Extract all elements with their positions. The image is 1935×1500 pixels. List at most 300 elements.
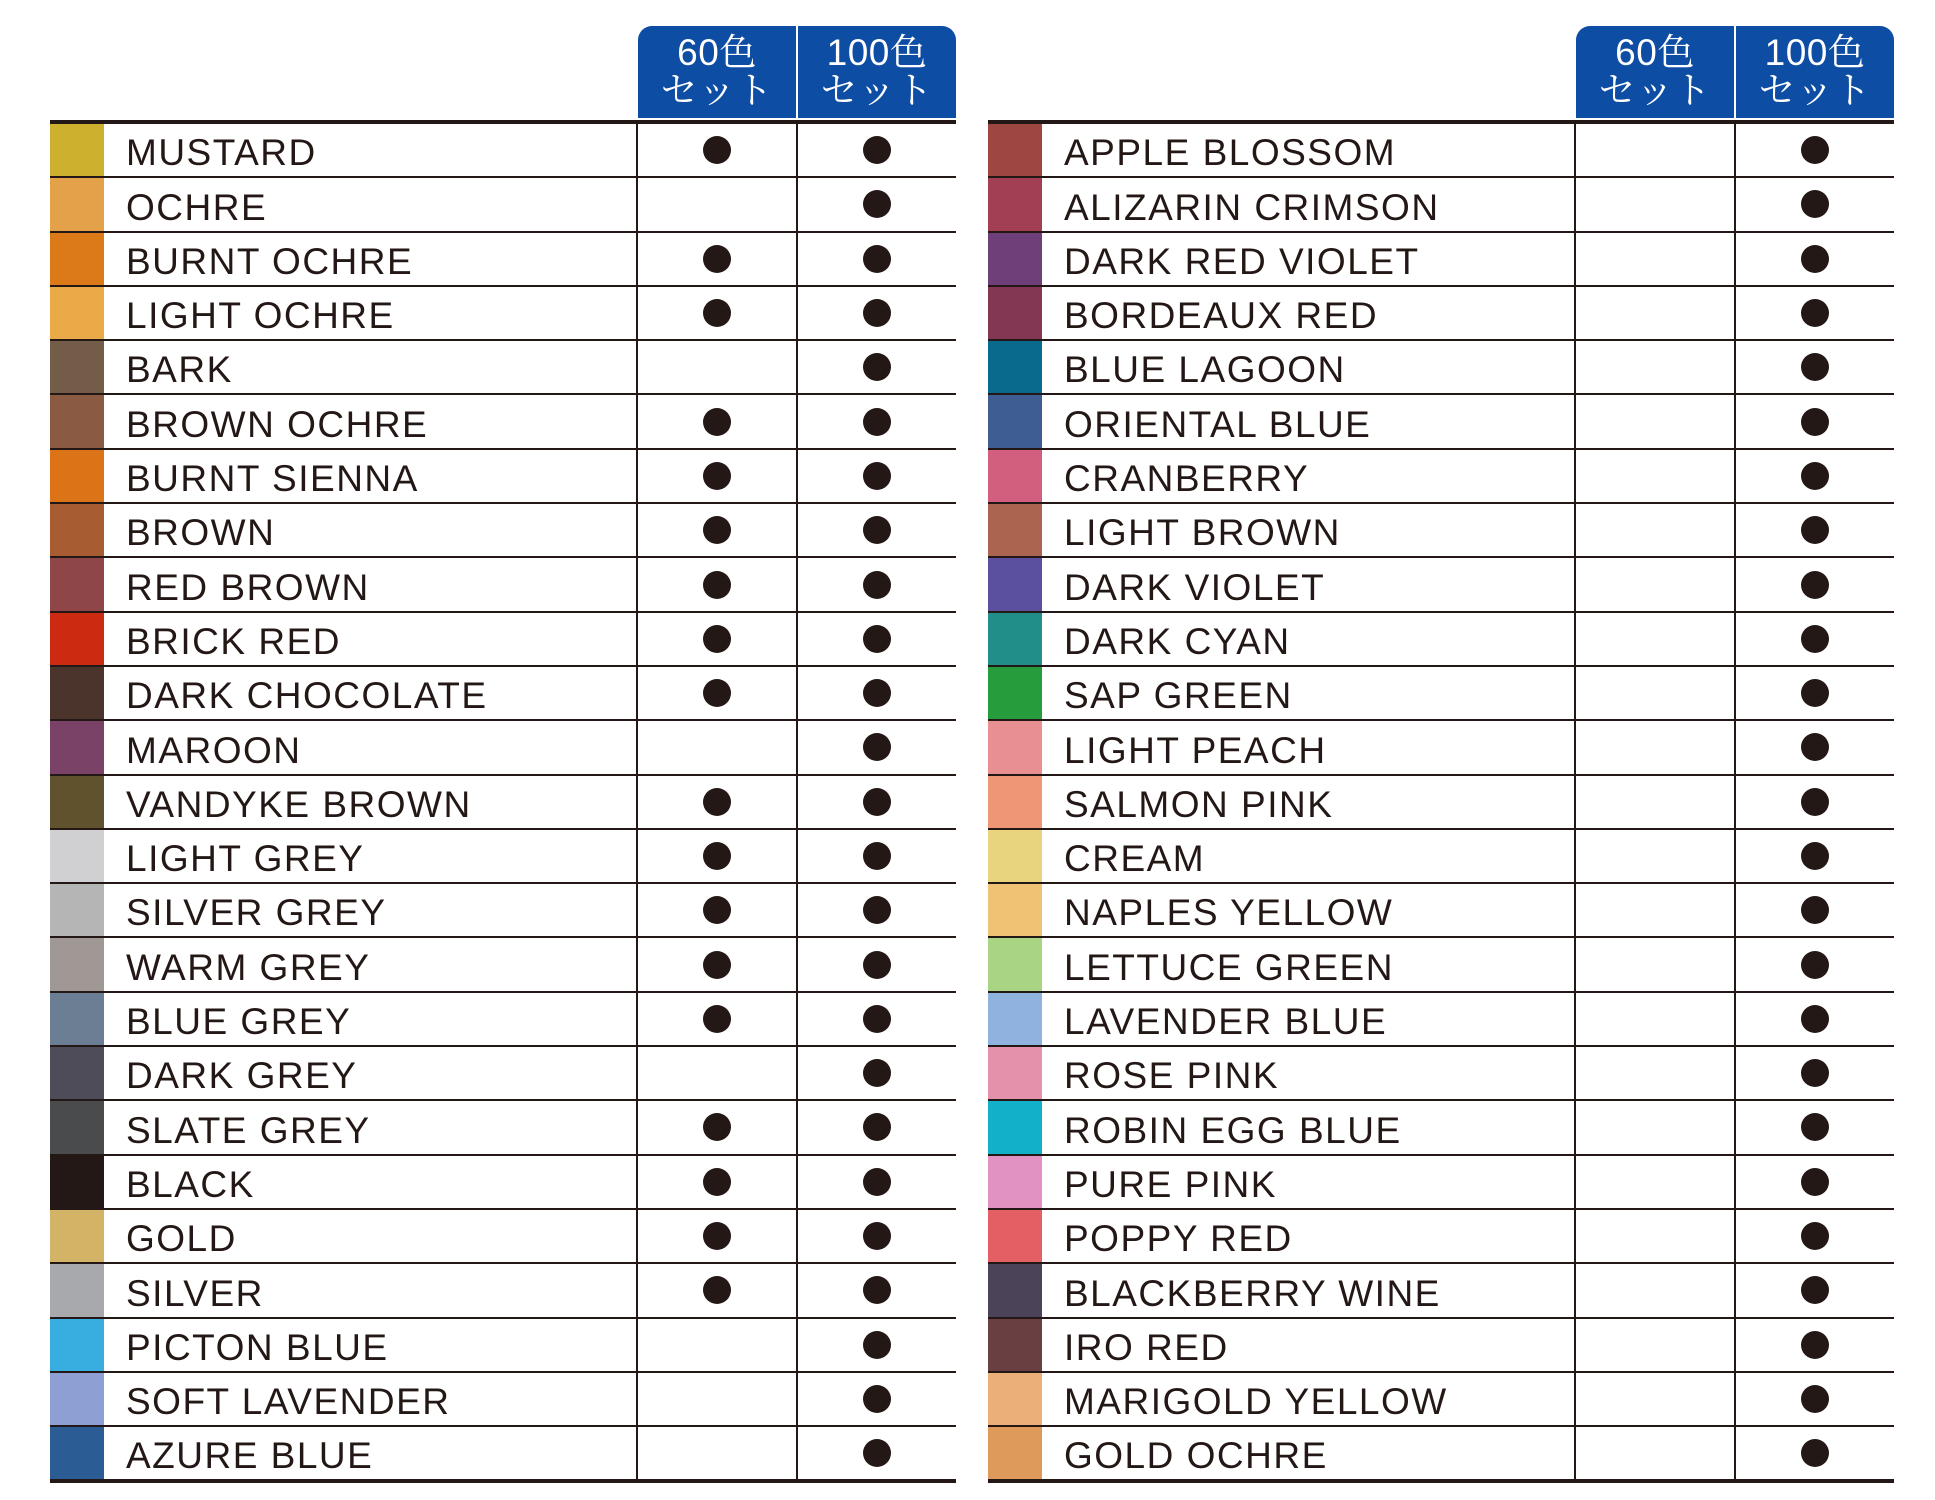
table-row bbox=[988, 450, 1894, 504]
cell-60-set bbox=[1576, 830, 1736, 882]
included-dot-icon bbox=[1801, 1439, 1829, 1467]
cell-60-set bbox=[638, 1427, 798, 1479]
cell-100-set bbox=[1736, 830, 1894, 882]
color-name: GOLD OCHRE bbox=[1042, 1427, 1576, 1479]
table-row bbox=[50, 1156, 956, 1210]
header-60-line1: 60色 bbox=[677, 32, 757, 73]
table-row bbox=[50, 1047, 956, 1101]
cell-100-set bbox=[1736, 938, 1894, 990]
cell-60-set bbox=[638, 504, 798, 556]
included-dot-icon bbox=[1801, 788, 1829, 816]
cell-100-set bbox=[798, 1319, 956, 1371]
color-swatch bbox=[988, 1047, 1042, 1099]
included-dot-icon bbox=[1801, 951, 1829, 979]
color-swatch bbox=[988, 450, 1042, 502]
color-name: DARK GREY bbox=[104, 1047, 638, 1099]
cell-100-set bbox=[798, 1427, 956, 1479]
cell-100-set bbox=[798, 1156, 956, 1208]
cell-60-set bbox=[1576, 938, 1736, 990]
header-60-line1: 60色 bbox=[1615, 32, 1695, 73]
color-swatch bbox=[988, 558, 1042, 610]
cell-100-set bbox=[798, 1047, 956, 1099]
table-row bbox=[50, 1427, 956, 1479]
cell-60-set bbox=[638, 1319, 798, 1371]
included-dot-icon bbox=[863, 951, 891, 979]
header-100-line1: 100色 bbox=[826, 32, 928, 73]
included-dot-icon bbox=[1801, 136, 1829, 164]
included-dot-icon bbox=[863, 462, 891, 490]
cell-60-set bbox=[638, 558, 798, 610]
table-row bbox=[988, 1210, 1894, 1264]
color-name: BROWN bbox=[104, 504, 638, 556]
color-name: SLATE GREY bbox=[104, 1101, 638, 1153]
color-swatch bbox=[988, 721, 1042, 773]
cell-100-set bbox=[1736, 1264, 1894, 1316]
cell-100-set bbox=[798, 938, 956, 990]
color-name: BLACKBERRY WINE bbox=[1042, 1264, 1576, 1316]
color-swatch bbox=[50, 1319, 104, 1371]
color-swatch bbox=[50, 233, 104, 285]
cell-100-set bbox=[1736, 341, 1894, 393]
color-swatch bbox=[50, 395, 104, 447]
cell-60-set bbox=[638, 124, 798, 176]
table-row bbox=[50, 938, 956, 992]
cell-100-set bbox=[798, 395, 956, 447]
color-swatch bbox=[988, 1319, 1042, 1371]
color-name: CREAM bbox=[1042, 830, 1576, 882]
color-swatch bbox=[50, 341, 104, 393]
table-row bbox=[988, 1264, 1894, 1318]
table-row bbox=[50, 776, 956, 830]
cell-100-set bbox=[798, 341, 956, 393]
cell-100-set bbox=[798, 1373, 956, 1425]
table-row bbox=[988, 1427, 1894, 1479]
table-row bbox=[50, 884, 956, 938]
cell-100-set bbox=[1736, 1427, 1894, 1479]
included-dot-icon bbox=[863, 733, 891, 761]
included-dot-icon bbox=[1801, 299, 1829, 327]
color-swatch bbox=[50, 287, 104, 339]
color-name: LIGHT BROWN bbox=[1042, 504, 1576, 556]
included-dot-icon bbox=[1801, 1059, 1829, 1087]
table-row bbox=[988, 178, 1894, 232]
color-swatch bbox=[988, 1156, 1042, 1208]
included-dot-icon bbox=[703, 679, 731, 707]
cell-100-set bbox=[1736, 1319, 1894, 1371]
color-name: SALMON PINK bbox=[1042, 776, 1576, 828]
table-row bbox=[988, 1373, 1894, 1427]
cell-100-set bbox=[1736, 233, 1894, 285]
color-swatch bbox=[988, 938, 1042, 990]
cell-100-set bbox=[798, 178, 956, 230]
color-name: LETTUCE GREEN bbox=[1042, 938, 1576, 990]
included-dot-icon bbox=[703, 951, 731, 979]
table-row bbox=[50, 721, 956, 775]
cell-100-set bbox=[798, 776, 956, 828]
cell-100-set bbox=[798, 558, 956, 610]
color-name: MUSTARD bbox=[104, 124, 638, 176]
color-swatch bbox=[988, 395, 1042, 447]
included-dot-icon bbox=[863, 896, 891, 924]
included-dot-icon bbox=[1801, 842, 1829, 870]
cell-60-set bbox=[1576, 721, 1736, 773]
color-swatch bbox=[988, 613, 1042, 665]
cell-60-set bbox=[1576, 504, 1736, 556]
table-row bbox=[988, 233, 1894, 287]
cell-100-set bbox=[1736, 613, 1894, 665]
cell-60-set bbox=[1576, 884, 1736, 936]
cell-100-set bbox=[1736, 504, 1894, 556]
cell-100-set bbox=[798, 884, 956, 936]
table-row bbox=[988, 721, 1894, 775]
cell-60-set bbox=[638, 450, 798, 502]
cell-100-set bbox=[798, 613, 956, 665]
table-row bbox=[988, 613, 1894, 667]
color-swatch bbox=[988, 287, 1042, 339]
table-header bbox=[988, 26, 1935, 120]
included-dot-icon bbox=[703, 245, 731, 273]
color-swatch bbox=[50, 178, 104, 230]
included-dot-icon bbox=[863, 136, 891, 164]
included-dot-icon bbox=[863, 1168, 891, 1196]
cell-100-set bbox=[1736, 124, 1894, 176]
color-swatch bbox=[988, 993, 1042, 1045]
cell-60-set bbox=[638, 776, 798, 828]
header-60-set bbox=[1576, 26, 1736, 118]
color-name: DARK VIOLET bbox=[1042, 558, 1576, 610]
cell-100-set bbox=[1736, 1210, 1894, 1262]
cell-100-set bbox=[798, 450, 956, 502]
color-swatch bbox=[50, 1427, 104, 1479]
color-name: GOLD bbox=[104, 1210, 638, 1262]
included-dot-icon bbox=[863, 1059, 891, 1087]
included-dot-icon bbox=[863, 1276, 891, 1304]
included-dot-icon bbox=[703, 1276, 731, 1304]
included-dot-icon bbox=[863, 190, 891, 218]
included-dot-icon bbox=[703, 1113, 731, 1141]
included-dot-icon bbox=[1801, 353, 1829, 381]
color-name: LIGHT PEACH bbox=[1042, 721, 1576, 773]
header-60-set bbox=[638, 26, 798, 118]
color-swatch bbox=[988, 1373, 1042, 1425]
included-dot-icon bbox=[1801, 896, 1829, 924]
color-swatch bbox=[50, 1210, 104, 1262]
included-dot-icon bbox=[863, 408, 891, 436]
cell-100-set bbox=[798, 1210, 956, 1262]
cell-100-set bbox=[1736, 776, 1894, 828]
color-swatch bbox=[50, 721, 104, 773]
included-dot-icon bbox=[703, 516, 731, 544]
included-dot-icon bbox=[703, 896, 731, 924]
included-dot-icon bbox=[1801, 733, 1829, 761]
color-swatch bbox=[988, 1101, 1042, 1153]
color-name: POPPY RED bbox=[1042, 1210, 1576, 1262]
color-name: MARIGOLD YELLOW bbox=[1042, 1373, 1576, 1425]
cell-100-set bbox=[798, 124, 956, 176]
cell-100-set bbox=[1736, 1101, 1894, 1153]
color-name: SOFT LAVENDER bbox=[104, 1373, 638, 1425]
included-dot-icon bbox=[1801, 1005, 1829, 1033]
color-name: ALIZARIN CRIMSON bbox=[1042, 178, 1576, 230]
cell-60-set bbox=[1576, 558, 1736, 610]
table-row bbox=[988, 124, 1894, 178]
included-dot-icon bbox=[1801, 190, 1829, 218]
header-100-line2: セット bbox=[820, 70, 934, 111]
included-dot-icon bbox=[703, 625, 731, 653]
color-name: IRO RED bbox=[1042, 1319, 1576, 1371]
table-row bbox=[988, 993, 1894, 1047]
color-name: ROSE PINK bbox=[1042, 1047, 1576, 1099]
included-dot-icon bbox=[863, 245, 891, 273]
cell-60-set bbox=[638, 233, 798, 285]
color-swatch bbox=[50, 1373, 104, 1425]
included-dot-icon bbox=[1801, 1331, 1829, 1359]
cell-100-set bbox=[798, 1264, 956, 1316]
cell-100-set bbox=[798, 993, 956, 1045]
included-dot-icon bbox=[863, 353, 891, 381]
cell-100-set bbox=[798, 1101, 956, 1153]
table-row bbox=[50, 395, 956, 449]
cell-100-set bbox=[798, 233, 956, 285]
included-dot-icon bbox=[703, 1005, 731, 1033]
table-row bbox=[988, 938, 1894, 992]
color-swatch bbox=[50, 938, 104, 990]
color-rows bbox=[988, 120, 1894, 1483]
included-dot-icon bbox=[703, 788, 731, 816]
included-dot-icon bbox=[1801, 1168, 1829, 1196]
table-row bbox=[50, 1264, 956, 1318]
color-name: DARK RED VIOLET bbox=[1042, 233, 1576, 285]
cell-60-set bbox=[1576, 667, 1736, 719]
color-name: APPLE BLOSSOM bbox=[1042, 124, 1576, 176]
color-name: VANDYKE BROWN bbox=[104, 776, 638, 828]
included-dot-icon bbox=[1801, 1222, 1829, 1250]
table-row bbox=[50, 233, 956, 287]
color-name: NAPLES YELLOW bbox=[1042, 884, 1576, 936]
color-swatch bbox=[988, 233, 1042, 285]
header-100-line1: 100色 bbox=[1764, 32, 1866, 73]
included-dot-icon bbox=[1801, 245, 1829, 273]
cell-60-set bbox=[1576, 341, 1736, 393]
table-header bbox=[50, 26, 1010, 120]
color-swatch bbox=[50, 504, 104, 556]
color-name: MAROON bbox=[104, 721, 638, 773]
cell-100-set bbox=[798, 721, 956, 773]
color-name: ROBIN EGG BLUE bbox=[1042, 1101, 1576, 1153]
cell-100-set bbox=[1736, 993, 1894, 1045]
cell-60-set bbox=[638, 721, 798, 773]
cell-60-set bbox=[1576, 1373, 1736, 1425]
cell-60-set bbox=[638, 287, 798, 339]
color-name: BURNT SIENNA bbox=[104, 450, 638, 502]
cell-60-set bbox=[1576, 233, 1736, 285]
included-dot-icon bbox=[863, 299, 891, 327]
cell-100-set bbox=[1736, 1373, 1894, 1425]
table-row bbox=[50, 558, 956, 612]
color-name: WARM GREY bbox=[104, 938, 638, 990]
color-swatch bbox=[988, 1210, 1042, 1262]
table-row bbox=[50, 450, 956, 504]
color-name: LIGHT GREY bbox=[104, 830, 638, 882]
table-row bbox=[988, 1101, 1894, 1155]
color-name: BLUE LAGOON bbox=[1042, 341, 1576, 393]
cell-60-set bbox=[1576, 450, 1736, 502]
color-name: BARK bbox=[104, 341, 638, 393]
included-dot-icon bbox=[1801, 571, 1829, 599]
table-row bbox=[50, 1319, 956, 1373]
color-name: BROWN OCHRE bbox=[104, 395, 638, 447]
cell-60-set bbox=[1576, 1264, 1736, 1316]
included-dot-icon bbox=[703, 299, 731, 327]
cell-100-set bbox=[1736, 287, 1894, 339]
color-name: PURE PINK bbox=[1042, 1156, 1576, 1208]
color-name: RED BROWN bbox=[104, 558, 638, 610]
cell-60-set bbox=[638, 667, 798, 719]
color-swatch bbox=[988, 830, 1042, 882]
table-row bbox=[988, 395, 1894, 449]
table-row bbox=[988, 1319, 1894, 1373]
included-dot-icon bbox=[703, 1168, 731, 1196]
cell-100-set bbox=[1736, 1047, 1894, 1099]
included-dot-icon bbox=[863, 571, 891, 599]
cell-60-set bbox=[1576, 1427, 1736, 1479]
table-row bbox=[988, 1156, 1894, 1210]
set-columns-header bbox=[1576, 26, 1894, 118]
color-swatch bbox=[50, 1156, 104, 1208]
included-dot-icon bbox=[1801, 516, 1829, 544]
cell-60-set bbox=[638, 1264, 798, 1316]
included-dot-icon bbox=[863, 1113, 891, 1141]
included-dot-icon bbox=[1801, 625, 1829, 653]
cell-60-set bbox=[638, 613, 798, 665]
cell-60-set bbox=[1576, 1101, 1736, 1153]
included-dot-icon bbox=[863, 1439, 891, 1467]
included-dot-icon bbox=[703, 842, 731, 870]
cell-60-set bbox=[1576, 1210, 1736, 1262]
color-name: AZURE BLUE bbox=[104, 1427, 638, 1479]
cell-100-set bbox=[1736, 558, 1894, 610]
table-row bbox=[50, 993, 956, 1047]
cell-60-set bbox=[1576, 613, 1736, 665]
cell-60-set bbox=[1576, 395, 1736, 447]
color-name: ORIENTAL BLUE bbox=[1042, 395, 1576, 447]
cell-100-set bbox=[798, 504, 956, 556]
cell-60-set bbox=[638, 1156, 798, 1208]
table-row bbox=[988, 1047, 1894, 1101]
color-name: OCHRE bbox=[104, 178, 638, 230]
included-dot-icon bbox=[863, 1331, 891, 1359]
color-name: BLUE GREY bbox=[104, 993, 638, 1045]
cell-100-set bbox=[798, 287, 956, 339]
table-row bbox=[988, 667, 1894, 721]
table-row bbox=[988, 830, 1894, 884]
color-swatch bbox=[50, 993, 104, 1045]
color-swatch bbox=[50, 776, 104, 828]
cell-60-set bbox=[638, 993, 798, 1045]
color-name: DARK CYAN bbox=[1042, 613, 1576, 665]
included-dot-icon bbox=[703, 1222, 731, 1250]
table-row bbox=[50, 613, 956, 667]
color-name: BRICK RED bbox=[104, 613, 638, 665]
included-dot-icon bbox=[703, 136, 731, 164]
cell-100-set bbox=[1736, 721, 1894, 773]
color-name: BORDEAUX RED bbox=[1042, 287, 1576, 339]
color-swatch bbox=[50, 613, 104, 665]
color-name: DARK CHOCOLATE bbox=[104, 667, 638, 719]
included-dot-icon bbox=[1801, 462, 1829, 490]
table-row bbox=[50, 1101, 956, 1155]
color-swatch bbox=[988, 1264, 1042, 1316]
included-dot-icon bbox=[863, 788, 891, 816]
color-swatch bbox=[988, 776, 1042, 828]
cell-60-set bbox=[638, 938, 798, 990]
table-row bbox=[50, 1210, 956, 1264]
cell-60-set bbox=[1576, 1156, 1736, 1208]
included-dot-icon bbox=[863, 625, 891, 653]
table-row bbox=[50, 504, 956, 558]
set-columns-header bbox=[638, 26, 956, 118]
included-dot-icon bbox=[863, 842, 891, 870]
table-row bbox=[50, 287, 956, 341]
table-row bbox=[988, 558, 1894, 612]
color-name: LAVENDER BLUE bbox=[1042, 993, 1576, 1045]
cell-60-set bbox=[638, 341, 798, 393]
included-dot-icon bbox=[703, 462, 731, 490]
color-swatch bbox=[50, 558, 104, 610]
cell-60-set bbox=[1576, 993, 1736, 1045]
cell-60-set bbox=[1576, 287, 1736, 339]
table-row bbox=[50, 178, 956, 232]
cell-100-set bbox=[1736, 395, 1894, 447]
cell-60-set bbox=[1576, 1047, 1736, 1099]
table-row bbox=[988, 776, 1894, 830]
header-60-line2: セット bbox=[1598, 70, 1712, 111]
color-swatch bbox=[988, 504, 1042, 556]
color-name: BURNT OCHRE bbox=[104, 233, 638, 285]
cell-100-set bbox=[1736, 1156, 1894, 1208]
color-name: CRANBERRY bbox=[1042, 450, 1576, 502]
table-row bbox=[50, 341, 956, 395]
color-swatch bbox=[50, 124, 104, 176]
cell-60-set bbox=[638, 884, 798, 936]
included-dot-icon bbox=[863, 1222, 891, 1250]
cell-60-set bbox=[638, 395, 798, 447]
table-row bbox=[988, 341, 1894, 395]
color-swatch bbox=[50, 667, 104, 719]
color-swatch bbox=[50, 450, 104, 502]
included-dot-icon bbox=[1801, 1113, 1829, 1141]
color-swatch bbox=[988, 884, 1042, 936]
header-100-set bbox=[1736, 26, 1894, 118]
cell-60-set bbox=[1576, 124, 1736, 176]
cell-60-set bbox=[638, 1047, 798, 1099]
color-table-right bbox=[988, 26, 1935, 1483]
cell-60-set bbox=[638, 1210, 798, 1262]
color-swatch bbox=[50, 830, 104, 882]
included-dot-icon bbox=[1801, 679, 1829, 707]
included-dot-icon bbox=[1801, 1385, 1829, 1413]
cell-100-set bbox=[798, 667, 956, 719]
included-dot-icon bbox=[863, 516, 891, 544]
color-swatch bbox=[50, 1264, 104, 1316]
color-swatch bbox=[988, 667, 1042, 719]
header-100-set bbox=[798, 26, 956, 118]
color-table-left bbox=[50, 26, 1010, 1483]
color-swatch bbox=[50, 1047, 104, 1099]
cell-60-set bbox=[1576, 1319, 1736, 1371]
included-dot-icon bbox=[1801, 1276, 1829, 1304]
included-dot-icon bbox=[863, 679, 891, 707]
